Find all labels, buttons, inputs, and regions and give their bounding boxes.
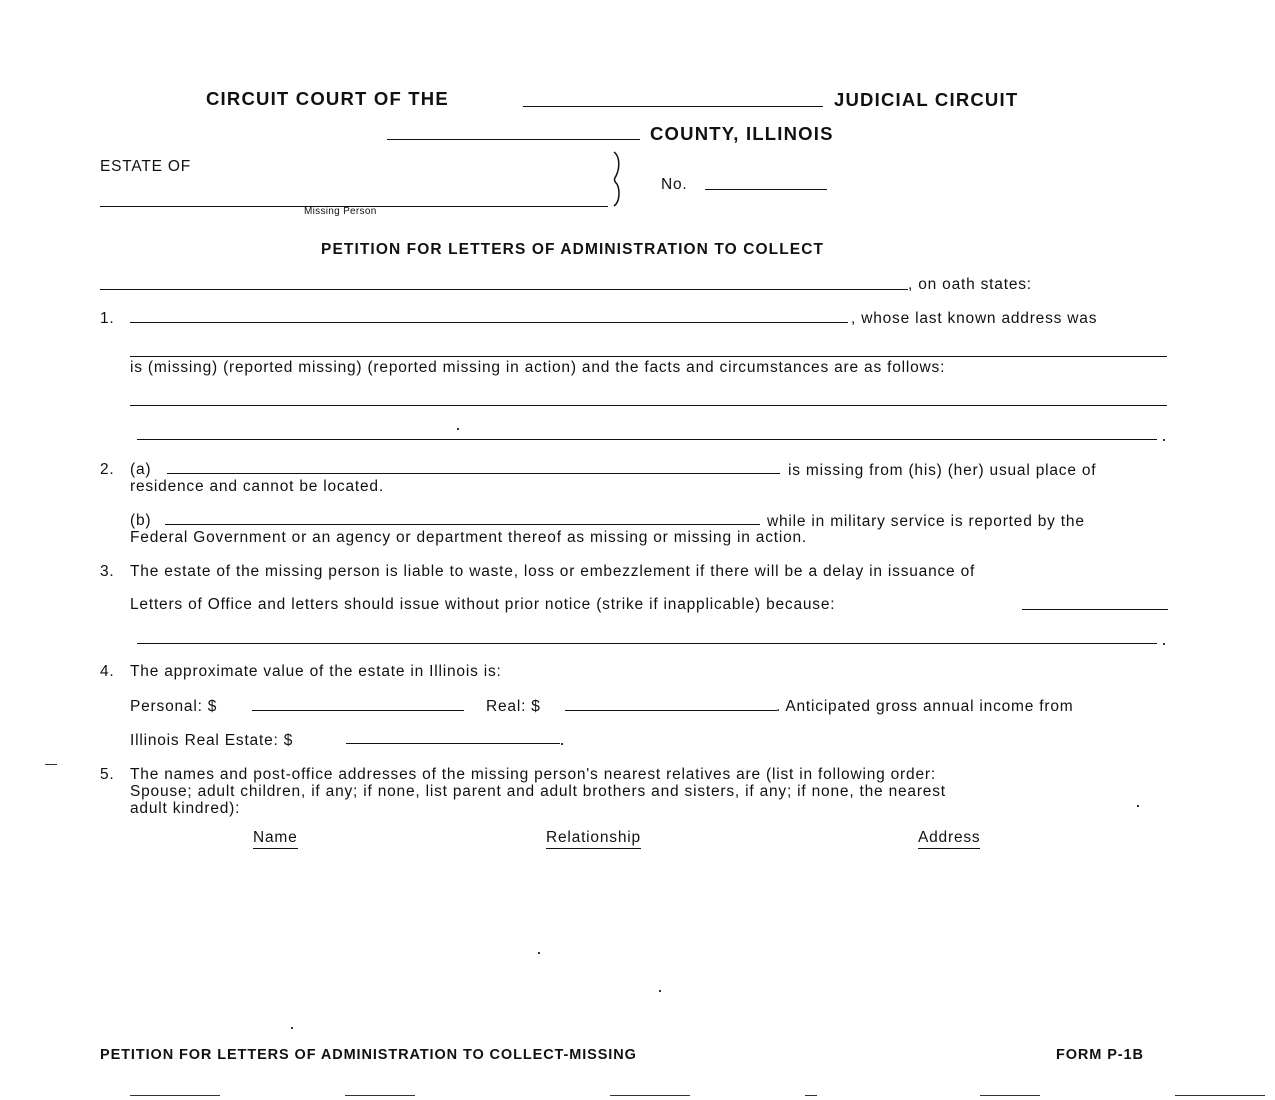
last-address-blank[interactable] xyxy=(130,356,1167,357)
real-label: Real: $ xyxy=(486,698,541,715)
real-value-blank[interactable] xyxy=(565,710,777,711)
missing-status-text: is (missing) (reported missing) (reported missing in action) and the facts and circumstances are as follows: xyxy=(130,359,946,376)
income-value-blank[interactable] xyxy=(346,743,560,744)
item3-reason-blank-2[interactable] xyxy=(137,643,1157,644)
estate-of-label: ESTATE OF xyxy=(100,158,192,175)
facts-blank-1[interactable] xyxy=(130,405,1167,406)
footer-form-number: FORM P-1B xyxy=(1056,1047,1144,1063)
item3-reason-blank-1[interactable] xyxy=(1022,609,1168,610)
item3-line2: Letters of Office and letters should issue without prior notice (strike if inapplicable) because: xyxy=(130,596,836,613)
scan-mark xyxy=(610,1095,690,1096)
scan-speck xyxy=(291,1027,293,1029)
item5-line2: Spouse; adult children, if any; if none, list parent and adult brothers and sisters, if any; if none, the nearest xyxy=(130,783,946,800)
court-line-left: CIRCUIT COURT OF THE xyxy=(206,88,449,109)
scan-mark xyxy=(130,1095,220,1096)
facts-blank-2[interactable] xyxy=(137,439,1157,440)
item1-number: 1. xyxy=(100,310,115,327)
county-blank[interactable] xyxy=(387,139,640,140)
county-line: COUNTY, ILLINOIS xyxy=(650,123,834,144)
scan-speck xyxy=(1137,805,1139,807)
item5-line1: The names and post-office addresses of the missing person's nearest relatives are (list in following order: xyxy=(130,766,936,783)
column-header-address: Address xyxy=(918,830,980,849)
case-no-label: No. xyxy=(661,176,688,193)
period-mark xyxy=(561,743,563,745)
missing-person-label: Missing Person xyxy=(304,206,377,217)
scan-mark xyxy=(1175,1095,1265,1096)
caption-bracket xyxy=(606,150,626,210)
illinois-real-estate-label: Illinois Real Estate: $ xyxy=(130,732,294,749)
item5-line3: adult kindred): xyxy=(130,800,241,817)
item2a-label: (a) xyxy=(130,461,152,478)
scan-speck xyxy=(538,952,540,954)
item5-number: 5. xyxy=(100,766,115,783)
item4-number: 4. xyxy=(100,663,115,680)
item2a-blank[interactable] xyxy=(167,473,780,474)
judicial-circuit-blank[interactable] xyxy=(523,106,823,107)
scan-mark xyxy=(45,764,57,765)
item2b-text2: Federal Government or an agency or department thereof as missing or missing in action. xyxy=(130,529,808,546)
scan-speck xyxy=(457,428,459,430)
item2b-label: (b) xyxy=(130,512,152,529)
on-oath-states: , on oath states: xyxy=(908,276,1032,293)
item2-number: 2. xyxy=(100,461,115,478)
whose-last-known: , whose last known address was xyxy=(851,310,1098,327)
period-mark xyxy=(1163,439,1165,441)
column-header-name: Name xyxy=(253,830,298,849)
item3-number: 3. xyxy=(100,563,115,580)
item3-line1: The estate of the missing person is liable to waste, loss or embezzlement if there will be a delay in issuance of xyxy=(130,563,976,580)
item2b-text: while in military service is reported by the xyxy=(767,513,1085,530)
case-no-blank[interactable] xyxy=(705,189,827,190)
personal-value-blank[interactable] xyxy=(252,710,464,711)
anticipated-income-text: . Anticipated gross annual income from xyxy=(776,698,1074,715)
footer-form-title: PETITION FOR LETTERS OF ADMINISTRATION TO COLLECT-MISSING xyxy=(100,1047,637,1063)
petition-title: PETITION FOR LETTERS OF ADMINISTRATION TO COLLECT xyxy=(321,241,825,258)
item2a-text: is missing from (his) (her) usual place of xyxy=(788,462,1097,479)
scan-mark xyxy=(805,1095,817,1096)
scan-mark xyxy=(980,1095,1040,1096)
court-line-right: JUDICIAL CIRCUIT xyxy=(834,89,1019,110)
petitioner-blank[interactable] xyxy=(100,289,908,290)
item4-line1: The approximate value of the estate in Illinois is: xyxy=(130,663,502,680)
period-mark xyxy=(1163,643,1165,645)
missing-person-name-blank[interactable] xyxy=(130,322,848,323)
scan-speck xyxy=(659,990,661,992)
item2b-blank[interactable] xyxy=(165,524,760,525)
personal-label: Personal: $ xyxy=(130,698,218,715)
item2a-text2: residence and cannot be located. xyxy=(130,478,384,495)
column-header-relationship: Relationship xyxy=(546,830,641,849)
scan-mark xyxy=(345,1095,415,1096)
